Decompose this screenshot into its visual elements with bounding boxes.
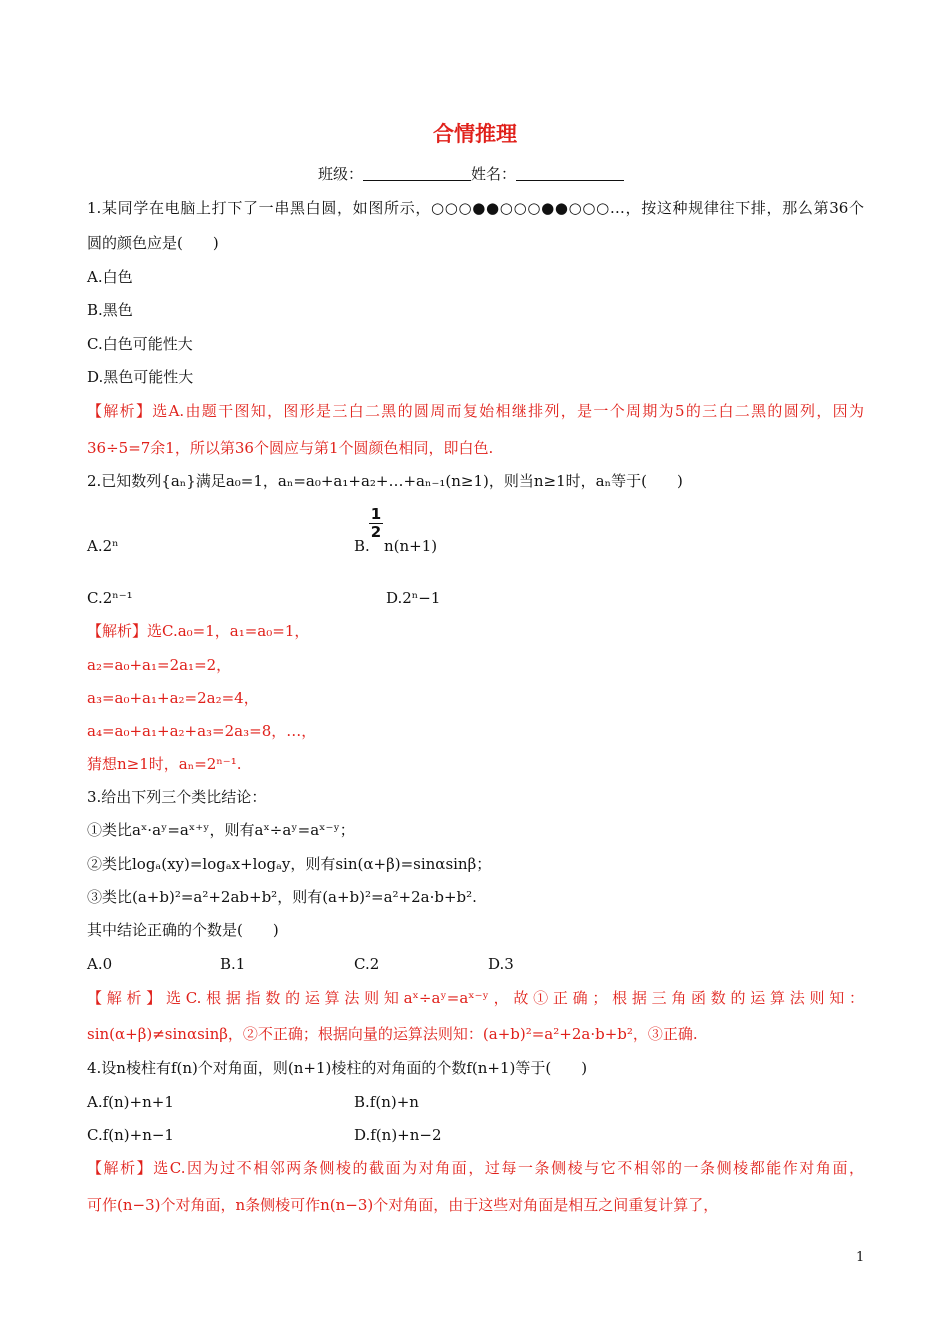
q3-option-c: C.2 bbox=[354, 955, 380, 973]
class-name-line bbox=[318, 164, 624, 184]
q3-option-a: A.0 bbox=[87, 955, 113, 973]
q1-option-d: D.黑色可能性大 bbox=[87, 368, 194, 386]
q2-option-d: D.2ⁿ−1 bbox=[386, 589, 441, 607]
q4-option-c: C.f(n)+n−1 bbox=[87, 1126, 174, 1144]
class-label: 班级： bbox=[318, 165, 364, 183]
q3-option-b: B.1 bbox=[220, 955, 246, 973]
q4-analysis-line1: 【解析】选C.因为过不相邻两条侧棱的截面为对角面，过每一条侧棱与它不相邻的一条侧棱都能作对角面， bbox=[87, 1159, 864, 1177]
q4-analysis-line2: 可作(n−3)个对角面，n条侧棱可作n(n−3)个对角面，由于这些对角面是相互之间重复计算了， bbox=[87, 1196, 719, 1214]
q3-item-1: ①类比aˣ·aʸ=aˣ⁺ʸ，则有aˣ÷aʸ=aˣ⁻ʸ； bbox=[87, 821, 355, 839]
page-title: 合情推理 bbox=[433, 122, 517, 146]
q4-option-d: D.f(n)+n−2 bbox=[354, 1126, 442, 1144]
q1-option-a: A.白色 bbox=[87, 268, 133, 286]
q2-analysis-line1: 【解析】选C.a₀=1，a₁=a₀=1， bbox=[87, 622, 310, 640]
page-number: 1 bbox=[856, 1250, 865, 1265]
q2-analysis-line5: 猜想n≥1时，aₙ=2ⁿ⁻¹. bbox=[87, 755, 242, 773]
fraction-numerator: 1 bbox=[370, 505, 382, 523]
q2-option-b-prefix: B. bbox=[354, 537, 370, 555]
q2-analysis-line4: a₄=a₀+a₁+a₂+a₃=2a₃=8，…， bbox=[87, 722, 317, 740]
name-label: 姓名： bbox=[471, 165, 517, 183]
q1-stem-line1: 1.某同学在电脑上打下了一串黑白圆，如图所示，○○○●●○○○●●○○○…，按这种规律往下排，那么第36个 bbox=[87, 199, 864, 217]
q2-option-c: C.2ⁿ⁻¹ bbox=[87, 589, 133, 607]
name-blank bbox=[516, 166, 624, 181]
q1-stem-line2: 圆的颜色应是( ) bbox=[87, 234, 219, 252]
q3-question: 其中结论正确的个数是( ) bbox=[87, 921, 279, 939]
q2-analysis-line2: a₂=a₀+a₁=2a₁=2， bbox=[87, 656, 232, 674]
q3-analysis-line2: sin(α+β)≠sinαsinβ，②不正确；根据向量的运算法则知：(a+b)²=a²+2a·b+b²，③正确. bbox=[87, 1025, 698, 1043]
q2-stem: 2.已知数列{aₙ}满足a₀=1，aₙ=a₀+a₁+a₂+…+aₙ₋₁(n≥1)，则当n≥1时，aₙ等于( ) bbox=[87, 472, 683, 490]
q1-option-c: C.白色可能性大 bbox=[87, 335, 193, 353]
q1-analysis-line2: 36÷5=7余1，所以第36个圆应与第1个圆颜色相同，即白色. bbox=[87, 439, 494, 457]
q2-option-b-suffix: n(n+1) bbox=[384, 537, 438, 555]
q3-item-2: ②类比logₐ(xy)=logₐx+logₐy，则有sin(α+β)=sinαsinβ； bbox=[87, 855, 492, 873]
q3-analysis-line1: 【解析】选C.根据指数的运算法则知aˣ÷aʸ=aˣ⁻ʸ，故①正确；根据三角函数的运算法则知： bbox=[87, 989, 864, 1007]
q2-option-a: A.2ⁿ bbox=[87, 537, 119, 555]
q1-option-b: B.黑色 bbox=[87, 301, 133, 319]
fraction-denominator: 2 bbox=[370, 523, 382, 541]
q3-item-3: ③类比(a+b)²=a²+2ab+b²，则有(a+b)²=a²+2a·b+b². bbox=[87, 888, 477, 906]
q3-stem: 3.给出下列三个类比结论： bbox=[87, 788, 267, 806]
q2-option-b-fraction bbox=[369, 506, 383, 541]
q2-analysis-line3: a₃=a₀+a₁+a₂=2a₂=4， bbox=[87, 689, 259, 707]
q4-option-a: A.f(n)+n+1 bbox=[87, 1093, 174, 1111]
q1-analysis-line1: 【解析】选A.由题干图知，图形是三白二黑的圆周而复始相继排列，是一个周期为5的三白二黑的圆列，因为 bbox=[87, 402, 864, 420]
q4-option-b: B.f(n)+n bbox=[354, 1093, 419, 1111]
q4-stem: 4.设n棱柱有f(n)个对角面，则(n+1)棱柱的对角面的个数f(n+1)等于( ) bbox=[87, 1059, 588, 1077]
q3-option-d: D.3 bbox=[488, 955, 514, 973]
class-blank bbox=[363, 166, 471, 181]
